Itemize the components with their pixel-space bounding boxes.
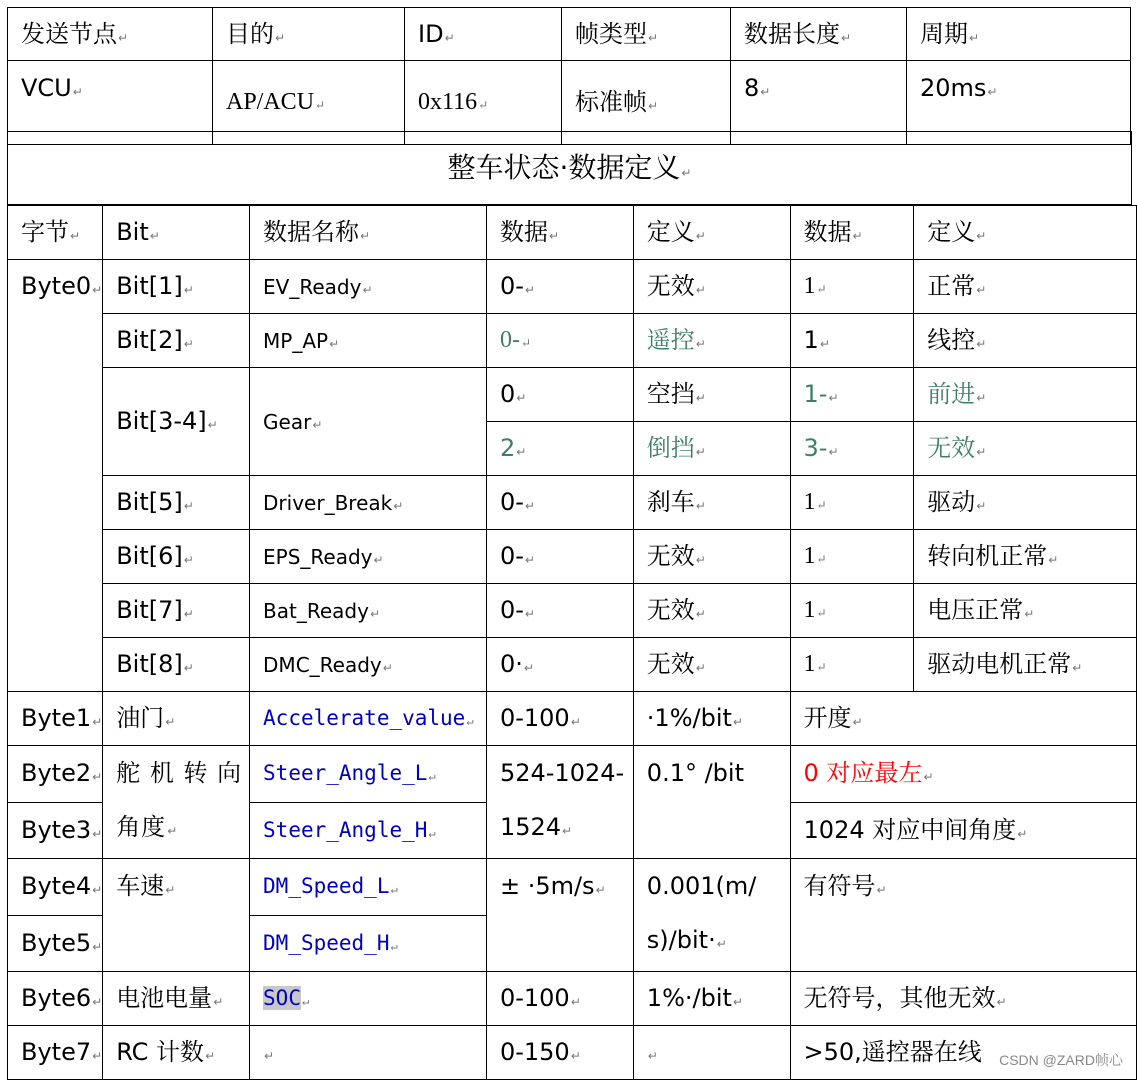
bit-label: Bit[7]↵ <box>103 584 250 638</box>
signal-name: Gear↵ <box>250 368 487 476</box>
signal-name: Accelerate_value↵ <box>250 692 487 746</box>
definition: 线控↵ <box>914 314 1137 368</box>
data-value: 1↵ <box>790 314 914 368</box>
header-col-frame-type: 帧类型↵ <box>562 8 731 61</box>
definition: 开度↵ <box>790 692 1136 746</box>
header-val-sender: VCU↵ <box>8 61 213 145</box>
signal-description: 油门↵ <box>103 692 250 746</box>
definition: 倒挡↵ <box>633 422 790 476</box>
definition: 1024 对应中间角度↵ <box>790 802 1136 859</box>
data-value: 0-↵ <box>486 530 633 584</box>
header-val-frame-type: 标准帧↵ <box>562 61 731 145</box>
header-col-destination: 目的↵ <box>213 8 405 61</box>
col-bit: Bit↵ <box>103 206 250 260</box>
definition: 无效↵ <box>633 530 790 584</box>
data-range: 524-1024-1524↵ <box>486 746 633 859</box>
byte4-label: Byte4↵ <box>8 859 103 916</box>
signal-table <box>7 205 1137 1080</box>
definition: 无效↵ <box>914 422 1137 476</box>
byte5-label: Byte5↵ <box>8 915 103 972</box>
definition: 0 对应最左↵ <box>790 746 1136 803</box>
definition: 遥控↵ <box>633 314 790 368</box>
definition: 刹车↵ <box>633 476 790 530</box>
data-range: 0-150↵ <box>486 1026 633 1080</box>
header-val-period: 20ms↵ <box>907 61 1131 145</box>
resolution: ↵ <box>633 1026 790 1080</box>
definition: 驱动↵ <box>914 476 1137 530</box>
definition: 正常↵ <box>914 260 1137 314</box>
signal-name: DMC_Ready↵ <box>250 638 487 692</box>
resolution: ·1%/bit↵ <box>633 692 790 746</box>
data-value: 1↵ <box>790 584 914 638</box>
definition: 无效↵ <box>633 638 790 692</box>
table-row <box>8 692 1137 746</box>
signal-name: ↵ <box>250 1026 487 1080</box>
header-col-data-length: 数据长度↵ <box>731 8 907 61</box>
signal-name: Steer_Angle_H↵ <box>250 802 487 859</box>
bit-label: Bit[1]↵ <box>103 260 250 314</box>
table-row <box>8 314 1137 368</box>
bit-label: Bit[2]↵ <box>103 314 250 368</box>
header-val-id: 0x116↵ <box>405 61 562 145</box>
data-range: 0-100↵ <box>486 972 633 1026</box>
table-row <box>8 746 1137 803</box>
signal-description: 舵 机 转 向 角度↵ <box>103 746 250 859</box>
data-value: 0·↵ <box>486 638 633 692</box>
column-header-row <box>8 206 1137 260</box>
data-range: 0-100↵ <box>486 692 633 746</box>
definition: 有符号↵ <box>790 859 1136 972</box>
data-value: 2↵ <box>486 422 633 476</box>
bit-label: Bit[5]↵ <box>103 476 250 530</box>
signal-name: MP_AP↵ <box>250 314 487 368</box>
resolution: 0.001(m/s)/bit·↵ <box>633 859 790 972</box>
byte2-label: Byte2↵ <box>8 746 103 803</box>
definition: 无符号，其他无效↵ <box>790 972 1136 1026</box>
data-value: 1↵ <box>790 530 914 584</box>
table-row <box>8 1026 1137 1080</box>
data-value: 0-↵ <box>486 260 633 314</box>
definition: 空挡↵ <box>633 368 790 422</box>
data-value: 1↵ <box>790 476 914 530</box>
data-value: 0-↵ <box>486 476 633 530</box>
bit-label: Bit[3-4]↵ <box>103 368 250 476</box>
definition: 无效↵ <box>633 260 790 314</box>
col-def-1: 定义↵ <box>914 206 1137 260</box>
definition: 驱动电机正常↵ <box>914 638 1137 692</box>
title-table <box>7 131 1132 205</box>
col-data-0: 数据↵ <box>486 206 633 260</box>
signal-name: Driver_Break↵ <box>250 476 487 530</box>
header-col-id: ID↵ <box>405 8 562 61</box>
header-col-sender: 发送节点↵ <box>8 8 213 61</box>
signal-name: EV_Ready↵ <box>250 260 487 314</box>
definition: 无效↵ <box>633 584 790 638</box>
table-row <box>8 368 1137 422</box>
definition: >50,遥控器在线 <box>790 1026 1136 1080</box>
watermark: CSDN @ZARD帧心 <box>999 1052 1123 1068</box>
byte7-label: Byte7↵ <box>8 1026 103 1080</box>
col-name: 数据名称↵ <box>250 206 487 260</box>
signal-description: RC 计数↵ <box>103 1026 250 1080</box>
byte3-label: Byte3↵ <box>8 802 103 859</box>
table-row <box>8 859 1137 916</box>
header-val-data-length: 8↵ <box>731 61 907 145</box>
table-row <box>8 972 1137 1026</box>
col-data-1: 数据↵ <box>790 206 914 260</box>
table-row <box>8 260 1137 314</box>
table-row <box>8 584 1137 638</box>
section-title: 整车状态·数据定义↵ <box>8 132 1132 205</box>
definition: 转向机正常↵ <box>914 530 1137 584</box>
data-value: 1-↵ <box>790 368 914 422</box>
definition: 前进↵ <box>914 368 1137 422</box>
data-range: ± ·5m/s↵ <box>486 859 633 972</box>
signal-name: EPS_Ready↵ <box>250 530 487 584</box>
header-col-period: 周期↵ <box>907 8 1131 61</box>
signal-name: SOC↵ <box>250 972 487 1026</box>
data-value: 0-↵ <box>486 314 633 368</box>
definition: 电压正常↵ <box>914 584 1137 638</box>
col-def-0: 定义↵ <box>633 206 790 260</box>
table-row <box>8 476 1137 530</box>
resolution: 0.1° /bit <box>633 746 790 859</box>
bit-label: Bit[6]↵ <box>103 530 250 584</box>
resolution: 1%·/bit↵ <box>633 972 790 1026</box>
col-byte: 字节↵ <box>8 206 103 260</box>
data-value: 1↵ <box>790 638 914 692</box>
bit-label: Bit[8]↵ <box>103 638 250 692</box>
signal-name: Bat_Ready↵ <box>250 584 487 638</box>
byte6-label: Byte6↵ <box>8 972 103 1026</box>
table-row <box>8 530 1137 584</box>
data-value: 3-↵ <box>790 422 914 476</box>
signal-name: Steer_Angle_L↵ <box>250 746 487 803</box>
signal-description: 电池电量↵ <box>103 972 250 1026</box>
byte1-label: Byte1↵ <box>8 692 103 746</box>
data-value: 0↵ <box>486 368 633 422</box>
header-table <box>7 7 1131 145</box>
byte0-label: Byte0↵ <box>8 260 103 692</box>
table-row <box>8 638 1137 692</box>
signal-name: DM_Speed_L↵ <box>250 859 487 916</box>
signal-name: DM_Speed_H↵ <box>250 915 487 972</box>
data-value: 1↵ <box>790 260 914 314</box>
header-val-destination: AP/ACU↵ <box>213 61 405 145</box>
data-value: 0-↵ <box>486 584 633 638</box>
signal-description: 车速↵ <box>103 859 250 972</box>
